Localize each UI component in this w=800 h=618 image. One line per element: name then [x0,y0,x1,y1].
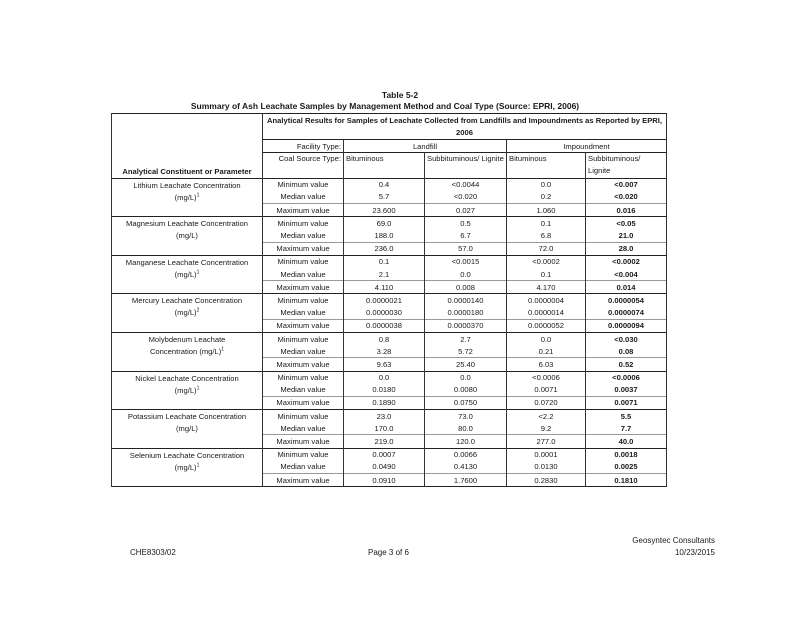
value-cell: 0.4130 [425,461,507,474]
value-cell: 69.0 [344,217,425,230]
value-cell: 0.0000021 [344,294,425,307]
table-row [112,448,667,461]
value-cell: 0.5 [425,217,507,230]
leachate-summary-table [111,113,667,487]
value-cell: <0.020 [586,191,667,204]
coal-source-label: Coal Source Type: [263,153,344,179]
value-cell: 80.0 [425,422,507,435]
value-cell: 0.0007 [344,448,425,461]
value-cell: 0.0000038 [344,319,425,332]
parameter-name: Magnesium Leachate Concentration [126,219,248,229]
table-row [112,410,667,423]
value-cell: 0.0000054 [586,294,667,307]
value-cell: 28.0 [586,242,667,255]
stat-label: Maximum value [263,281,344,294]
value-cell: 219.0 [344,435,425,448]
value-cell: 188.0 [344,229,425,242]
table-title: Summary of Ash Leachate Samples by Management Method and Coal Type (Source: EPRI, 2006) [190,101,580,111]
value-cell: 0.0130 [507,461,586,474]
value-cell: 0.0000140 [425,294,507,307]
coal-impoundment-subbituminous: Subbituminous/ Lignite [586,153,667,179]
value-cell: 40.0 [586,435,667,448]
parameter-name: Nickel Leachate Concentration [135,373,239,383]
stat-label: Median value [263,307,344,320]
document-id: CHE8303/02 [130,548,176,557]
value-cell: 0.0720 [507,396,586,409]
stat-label: Minimum value [263,371,344,384]
company-name: Geosyntec Consultants [632,536,715,545]
value-cell: 4.170 [507,281,586,294]
parameter-name: Potassium Leachate Concentration [127,412,247,422]
parameter-unit: (mg/L) [174,269,197,279]
parameter-name: Mercury Leachate Concentration [131,296,243,306]
value-cell: 0.0 [425,371,507,384]
value-cell: 3.28 [344,345,425,358]
value-cell: 0.0000014 [507,307,586,320]
value-cell: 0.0025 [586,461,667,474]
value-cell: 0.52 [586,358,667,371]
value-cell: <0.007 [586,178,667,191]
value-cell: 0.0490 [344,461,425,474]
value-cell: 21.0 [586,229,667,242]
stat-label: Median value [263,384,344,397]
facility-impoundment: Impoundment [507,140,667,153]
footnote-marker: 1 [196,384,200,391]
value-cell: <0.05 [586,217,667,230]
parameter-name: Manganese Leachate Concentration [125,257,249,267]
value-cell: 0.0180 [344,384,425,397]
value-cell: 0.8 [344,332,425,345]
value-cell: 0.1890 [344,396,425,409]
value-cell: 0.1 [344,255,425,268]
page-number: Page 3 of 6 [368,548,409,557]
footnote-marker: 1 [196,269,200,276]
value-cell: <0.030 [586,332,667,345]
stat-label: Maximum value [263,204,344,217]
value-cell: 5.5 [586,410,667,423]
value-cell: 0.0750 [425,396,507,409]
value-cell: 0.0000030 [344,307,425,320]
value-cell: 23.0 [344,410,425,423]
value-cell: <0.020 [425,191,507,204]
group-header: Analytical Results for Samples of Leachate Collected from Landfills and Impoundments as Reported by EPRI, 2006 [263,114,667,140]
value-cell: 0.014 [586,281,667,294]
stat-label: Minimum value [263,217,344,230]
value-cell: 0.0 [507,178,586,191]
value-cell: 236.0 [344,242,425,255]
value-cell: 0.027 [425,204,507,217]
value-cell: 0.21 [507,345,586,358]
table-number: Table 5-2 [381,90,419,100]
stat-label: Median value [263,268,344,281]
stat-label: Minimum value [263,448,344,461]
parameter-cell [112,448,263,487]
coal-landfill-subbituminous: Subbituminous/ Lignite [425,153,507,179]
parameter-unit: Concentration (mg/L) [149,346,222,356]
value-cell: 0.0000370 [425,319,507,332]
value-cell: 2.1 [344,268,425,281]
parameter-unit: (mg/L) [174,308,197,318]
parameter-cell [112,294,263,333]
stat-label: Median value [263,191,344,204]
facility-type-label: Facility Type: [263,140,344,153]
value-cell: 1.7600 [425,474,507,487]
value-cell: 0.1 [507,217,586,230]
value-cell: <0.0002 [586,255,667,268]
value-cell: 0.0080 [425,384,507,397]
table-row [112,294,667,307]
parameter-name: Selenium Leachate Concentration [129,450,245,460]
value-cell: 5.72 [425,345,507,358]
parameter-unit: (mg/L) [174,462,197,472]
value-cell: 2.7 [425,332,507,345]
stat-label: Maximum value [263,474,344,487]
parameter-name: Lithium Leachate Concentration [133,180,241,190]
value-cell: 277.0 [507,435,586,448]
value-cell: 0.016 [586,204,667,217]
value-cell: 0.0071 [586,396,667,409]
value-cell: 5.7 [344,191,425,204]
value-cell: <0.004 [586,268,667,281]
value-cell: 0.0037 [586,384,667,397]
value-cell: 0.4 [344,178,425,191]
value-cell: 25.40 [425,358,507,371]
parameter-unit: (mg/L) [176,231,198,241]
parameter-cell [112,371,263,410]
value-cell: 0.0001 [507,448,586,461]
stat-label: Minimum value [263,294,344,307]
value-cell: <2.2 [507,410,586,423]
value-cell: <0.0044 [425,178,507,191]
value-cell: 0.0000180 [425,307,507,320]
parameter-cell [112,217,263,256]
value-cell: 9.2 [507,422,586,435]
value-cell: 0.0 [425,268,507,281]
value-cell: 73.0 [425,410,507,423]
coal-landfill-bituminous: Bituminous [344,153,425,179]
value-cell: 0.0000004 [507,294,586,307]
stat-label: Maximum value [263,358,344,371]
value-cell: 0.2830 [507,474,586,487]
value-cell: 170.0 [344,422,425,435]
value-cell: 9.63 [344,358,425,371]
param-column-header: Analytical Constituent or Parameter [112,153,263,179]
value-cell: 0.0910 [344,474,425,487]
footnote-marker: 1 [196,462,200,469]
value-cell: 0.0000094 [586,319,667,332]
stat-label: Maximum value [263,242,344,255]
table-row [112,255,667,268]
value-cell: 0.2 [507,191,586,204]
table-row [112,217,667,230]
stat-label: Minimum value [263,332,344,345]
table-row [112,178,667,191]
value-cell: 0.1810 [586,474,667,487]
value-cell: 4.110 [344,281,425,294]
value-cell: 0.0071 [507,384,586,397]
stat-label: Median value [263,461,344,474]
stat-label: Median value [263,345,344,358]
document-date: 10/23/2015 [674,548,715,557]
value-cell: 0.1 [507,268,586,281]
coal-impoundment-bituminous: Bituminous [507,153,586,179]
header-blank [112,114,263,153]
parameter-unit: (mg/L) [174,192,197,202]
parameter-cell [112,255,263,294]
parameter-unit: (mg/L) [174,385,197,395]
stat-label: Maximum value [263,319,344,332]
value-cell: 120.0 [425,435,507,448]
value-cell: 6.8 [507,229,586,242]
stat-label: Median value [263,422,344,435]
value-cell: 6.7 [425,229,507,242]
value-cell: 23.600 [344,204,425,217]
footnote-marker: 1 [196,192,200,199]
value-cell: 0.0000074 [586,307,667,320]
stat-label: Minimum value [263,410,344,423]
value-cell: 0.08 [586,345,667,358]
table-row [112,332,667,345]
value-cell: 1.060 [507,204,586,217]
parameter-name: Molybdenum Leachate [148,334,226,344]
parameter-unit: (mg/L) [176,424,198,434]
table-row [112,371,667,384]
value-cell: 0.0 [344,371,425,384]
value-cell: 0.0018 [586,448,667,461]
value-cell: <0.0002 [507,255,586,268]
footnote-marker: 1 [221,346,225,353]
footnote-marker: 2 [196,307,200,314]
value-cell: 7.7 [586,422,667,435]
facility-landfill: Landfill [344,140,507,153]
value-cell: 0.008 [425,281,507,294]
stat-label: Maximum value [263,435,344,448]
value-cell: <0.0006 [586,371,667,384]
parameter-cell [112,410,263,449]
parameter-cell [112,332,263,371]
stat-label: Minimum value [263,178,344,191]
value-cell: 0.0000052 [507,319,586,332]
stat-label: Minimum value [263,255,344,268]
value-cell: <0.0015 [425,255,507,268]
value-cell: 6.03 [507,358,586,371]
value-cell: 72.0 [507,242,586,255]
value-cell: 57.0 [425,242,507,255]
stat-label: Maximum value [263,396,344,409]
parameter-cell [112,178,263,217]
value-cell: 0.0 [507,332,586,345]
value-cell: <0.0006 [507,371,586,384]
stat-label: Median value [263,229,344,242]
value-cell: 0.0066 [425,448,507,461]
